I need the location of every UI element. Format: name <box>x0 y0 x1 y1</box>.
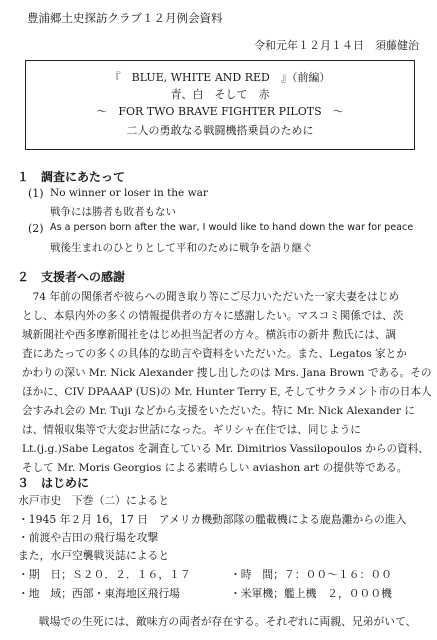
para-line: そして Mr. Moris Georgios による素晴らしい aviashon art の提供等である。 <box>22 462 408 474</box>
para-line: ほかに、CIV DPAAAP (US)の Mr. Hunter Terry E, そしてサクラメント市の日本人 <box>22 386 432 398</box>
section3-heading: ３ はじめに <box>17 476 90 490</box>
subtitle-english: 〜 FOR TWO BRAVE FIGHTER PILOTS 〜 <box>96 105 344 118</box>
closing-line: 戦場での生死には、敵味方の両者が存在する。それぞれに両親、兄弟がいて、 <box>28 615 417 628</box>
section2-paragraph <box>22 288 432 478</box>
section2-heading: ２ 支援者への感謝 <box>17 270 126 284</box>
para-line: 城新聞社や西多摩新聞社をはじめ担当記者の方々。横浜市の新井 勲氏には、調 <box>22 329 397 341</box>
item2-number: (2) <box>28 222 44 235</box>
document-header-org: 豊浦郷土史探訪クラブ１２月例会資料 <box>27 11 223 25</box>
para-line: Lt.(j.g.)Sabe Legatos を調査している Mr. Dimitrios Vassilopoulos からの資料、 <box>22 443 429 455</box>
section3-source2: また，水戸空襲戦災誌によると <box>18 549 170 562</box>
item1-number: (1) <box>28 187 44 200</box>
para-line: 会すみれ会の Mr. Tuji などから支援をいただいた。特に Mr. Nick Alexander に <box>22 405 415 417</box>
item2-japanese: 戦後生まれのひとりとして平和のために戦争を語り継ぐ <box>50 242 313 254</box>
para-line: 74 年前の関係者や彼らへの聞き取り等にご尽力いただいた一家夫妻をはじめ <box>22 291 400 303</box>
section1-heading: １ 調査にあたって <box>17 170 126 184</box>
para-line: かわりの深い Mr. Nick Alexander 捜し出したのは Mrs. Jana Brown である。その <box>22 367 432 379</box>
para-line: は、情報収集等で大変お世話になった。ギリシャ在住では、同じように <box>22 424 361 436</box>
section3-bullet2: ・前渡や吉田の飛行場を攻撃 <box>18 531 159 544</box>
schedule-time: ・時 間；７：００〜１６：００ <box>230 568 392 581</box>
section3-source: 水戸市史 下巻（二）によると <box>18 494 170 507</box>
schedule-date: ・期 日；Ｓ２０．２．１６，１７ <box>18 568 191 581</box>
schedule-aircraft: ・米軍機；艦上機 ２，０００機 <box>230 587 392 600</box>
title-english: 『 BLUE, WHITE AND RED 』（前編） <box>109 71 331 84</box>
para-line: 査にあたっての多くの具体的な助言や資料をいただいた。また、Legatos 家とか <box>22 348 407 360</box>
section3-bullet1: ・1945 年２月 16，17 日 アメリカ機動部隊の艦載機による鹿島灘からの進入 <box>18 513 407 526</box>
para-line: とし、本県内外の多くの情報提供者の方々に感謝したい。マスコミ関係では、茨 <box>22 310 404 322</box>
title-box <box>25 60 415 150</box>
item2-english: As a person born after the war, I would like to hand down the war for peace <box>50 222 414 233</box>
item1-english: No winner or loser in the war <box>50 187 208 199</box>
title-japanese: 青、白 そして 赤 <box>170 88 270 101</box>
item1-japanese: 戦争には勝者も敗者もない <box>50 206 176 218</box>
document-date-author: 令和元年１２月１４日 須藤健治 <box>254 39 419 52</box>
schedule-area: ・地 域；西部・東海地区飛行場 <box>18 587 180 600</box>
subtitle-japanese: 二人の勇敢なる戦闘機搭乗員のために <box>126 124 314 137</box>
